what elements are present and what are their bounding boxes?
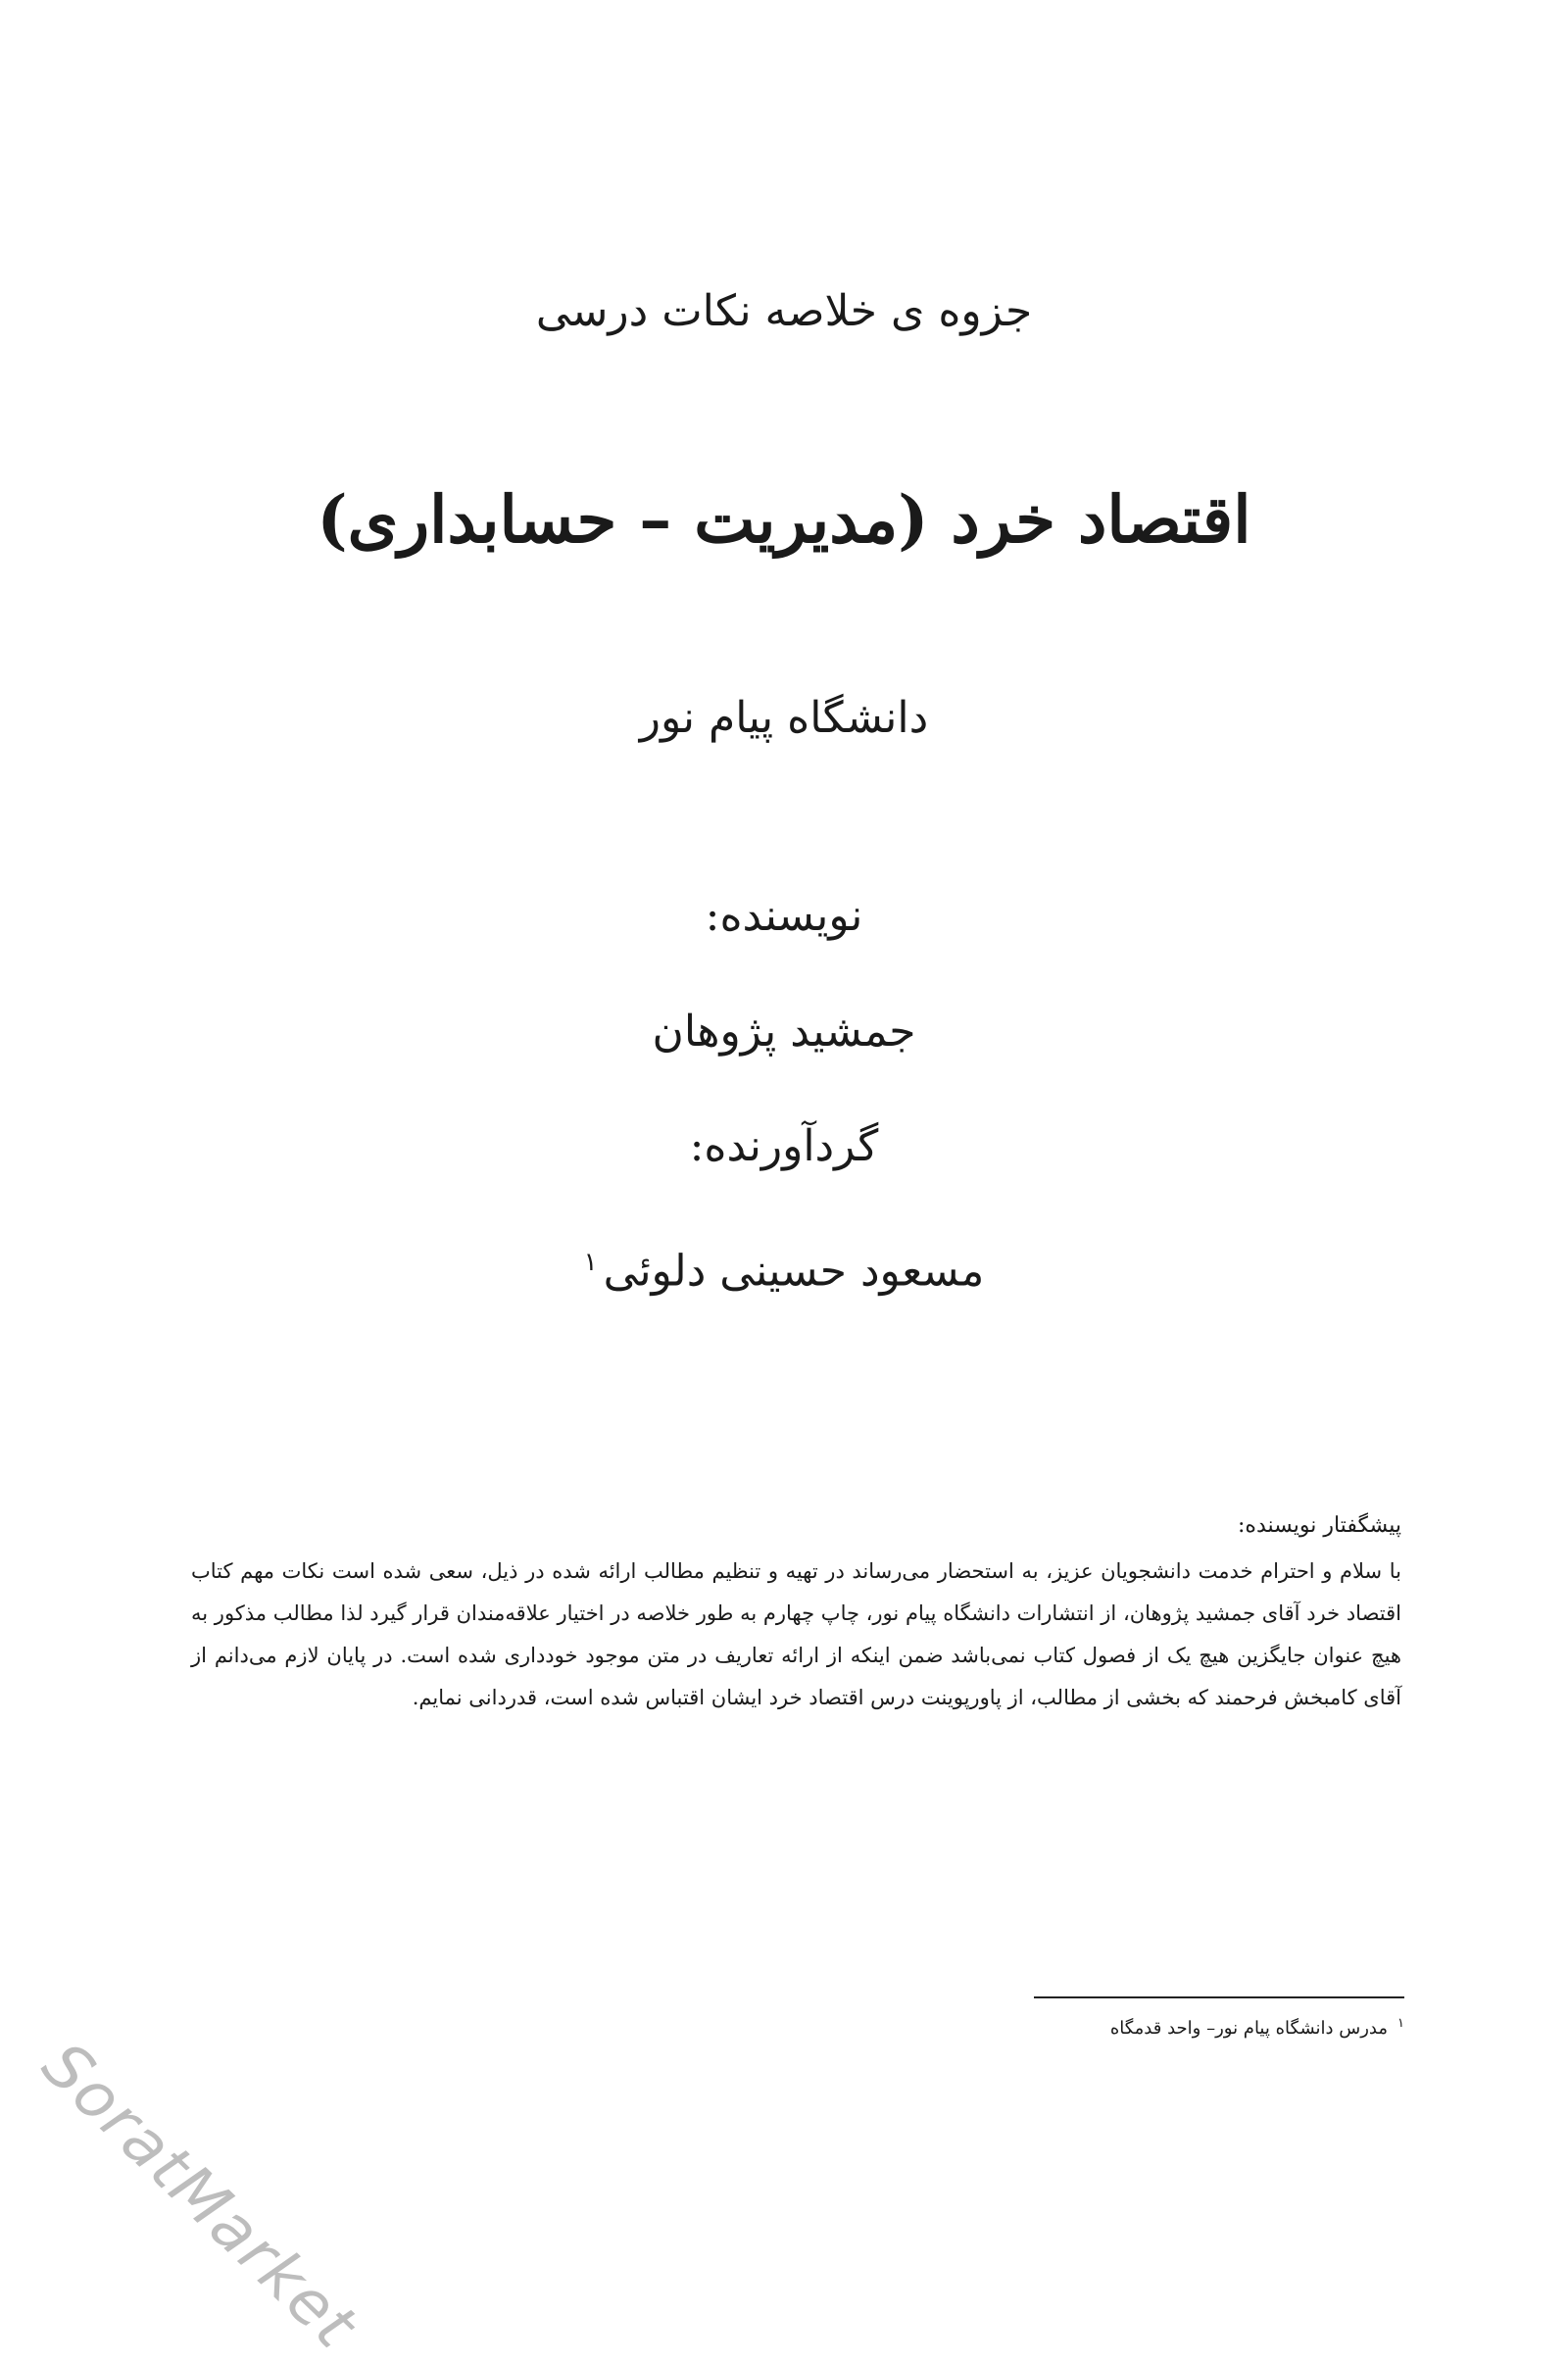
footnote-divider	[1034, 1996, 1404, 1998]
compiler-name: مسعود حسینی دلوئی	[603, 1246, 985, 1297]
author-label: نویسنده:	[705, 891, 863, 941]
page-title: اقتصاد خرد (مدیریت – حسابداری)	[317, 481, 1251, 558]
series-title: جزوه ی خلاصه نکات درسی	[535, 286, 1033, 336]
footnote	[1110, 2009, 1404, 2043]
footnote-text: مدرس دانشگاه پیام نور– واحد قدمگاه	[1109, 2018, 1389, 2039]
preface-section	[191, 1504, 1401, 1719]
university-name: دانشگاه پیام نور	[639, 693, 929, 743]
watermark-logo: SoratMarket	[27, 2029, 371, 2363]
author-name: جمشید پژوهان	[652, 1007, 916, 1057]
compiler-footnote-mark: ۱	[583, 1248, 598, 1277]
preface-body: با سلام و احترام خدمت دانشجویان عزیز، به استحضار می‌رساند در تهیه و تنظیم مطالب ارائه شده در ذیل، سعی شده است نکات مهم کتاب اقتصاد خرد آقای جمشید پژوهان، از انتشارات دانشگاه پیام نور، چاپ چهارم به طور خلاصه در اختیار علاقه‌مندان قرار گیرد لذا مطالب مذکور به هیچ عنوان جایگزین هیچ یک از فصول کتاب نمی‌باشد ضمن اینکه از ارائه تعاریف در متن موجود خودداری شده است. در پایان لازم می‌دانم از آقای کامبخش فرحمند که بخشی از مطالب، از پاورپوینت درس اقتصاد خرد ایشان اقتباس شده است، قدردانی نمایم.	[191, 1559, 1401, 1709]
preface-heading: پیشگفتار نویسنده:	[1238, 1513, 1401, 1538]
compiler-label: گردآورنده:	[689, 1121, 879, 1171]
footnote-mark: ۱	[1397, 2016, 1404, 2031]
compiler-name-line	[0, 1228, 1568, 1306]
